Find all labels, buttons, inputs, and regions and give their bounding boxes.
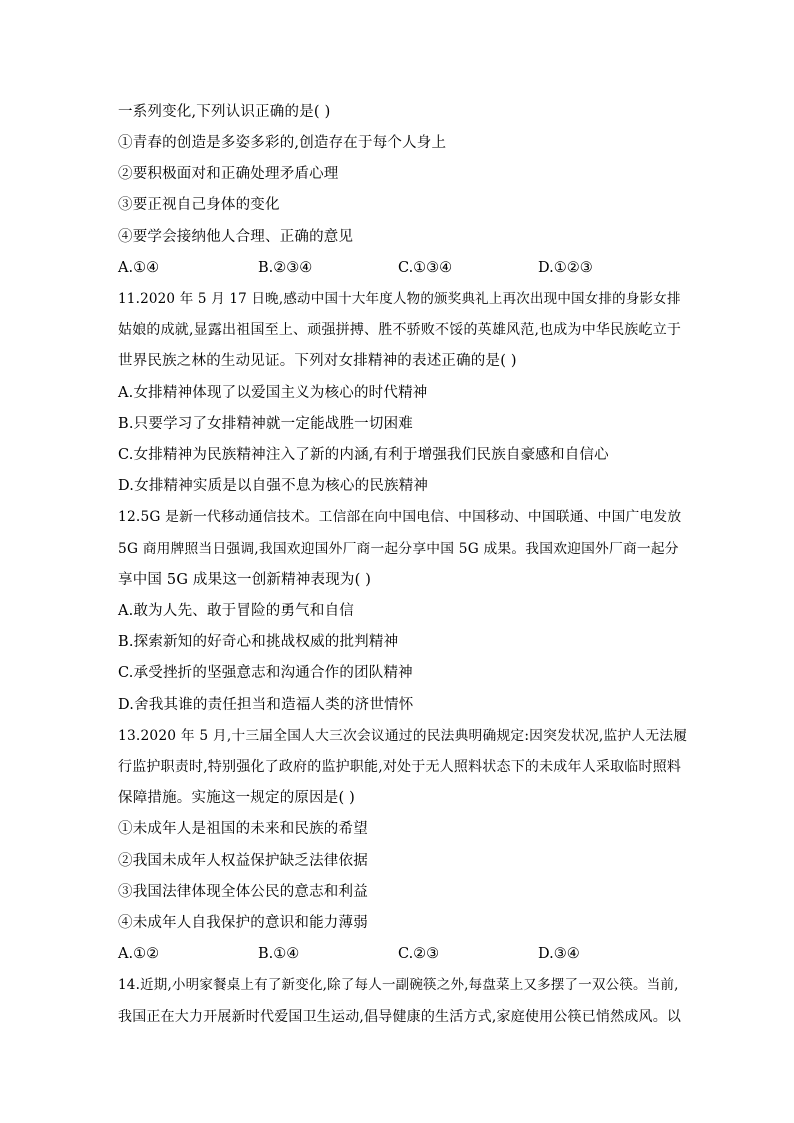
q12-stem-line-3: 享中国 5G 成果这一创新精神表现为( )	[118, 572, 372, 588]
q13-stem-line-3: 保障措施。实施这一规定的原因是( )	[118, 790, 356, 806]
q11-option-a: A.女排精神体现了以爱国主义为核心的时代精神	[118, 385, 428, 401]
q11-stem-line-1: 11.2020 年 5 月 17 日晚,感动中国十大年度人物的颁奖典礼上再次出现中国女排的身影女排	[118, 291, 681, 307]
q10-option-b: B.②③④	[258, 260, 313, 276]
q10-item-4: ④要学会接纳他人合理、正确的意见	[118, 229, 354, 245]
q13-option-a: A.①②	[118, 946, 160, 962]
q13-item-1: ①未成年人是祖国的未来和民族的希望	[118, 821, 368, 837]
q13-item-4: ④未成年人自我保护的意识和能力薄弱	[118, 915, 368, 931]
q11-option-b: B.只要学习了女排精神就一定能战胜一切困难	[118, 416, 413, 432]
q13-stem-line-1: 13.2020 年 5 月,十三届全国人大三次会议通过的民法典明确规定:因突发状况,监护人无法履	[118, 728, 688, 744]
q13-option-b: B.①④	[258, 946, 300, 962]
q11-option-d: D.女排精神实质是以自强不息为核心的民族精神	[118, 478, 429, 494]
q13-option-c: C.②③	[398, 946, 440, 962]
q10-option-c: C.①③④	[398, 260, 453, 276]
q10-item-2: ②要积极面对和正确处理矛盾心理	[118, 166, 339, 182]
q13-option-d: D.③④	[538, 946, 580, 962]
q12-option-a: A.敢为人先、敢于冒险的勇气和自信	[118, 603, 354, 619]
q13-options	[118, 944, 688, 964]
q10-item-1: ①青春的创造是多姿多彩的,创造存在于每个人身上	[118, 135, 447, 151]
q10-item-3: ③要正视自己身体的变化	[118, 197, 280, 213]
q14-stem-line-2: 我国正在大力开展新时代爱国卫生运动,倡导健康的生活方式,家庭使用公筷已悄然成风。以	[118, 1009, 682, 1025]
q13-stem-line-2: 行监护职责时,特别强化了政府的监护职能,对处于无人照料状态下的未成年人采取临时照料	[118, 759, 682, 775]
q12-stem-line-1: 12.5G 是新一代移动通信技术。工信部在向中国电信、中国移动、中国联通、中国广电发放	[118, 509, 682, 525]
q10-option-a: A.①④	[118, 260, 160, 276]
q12-option-b: B.探索新知的好奇心和挑战权威的批判精神	[118, 634, 399, 650]
q10-option-d: D.①②③	[538, 260, 593, 276]
q13-item-3: ③我国法律体现全体公民的意志和利益	[118, 884, 368, 900]
q10-stem-tail: 一系列变化,下列认识正确的是( )	[118, 104, 331, 120]
q11-option-c: C.女排精神为民族精神注入了新的内涵,有利于增强我们民族自豪感和自信心	[118, 447, 609, 463]
q12-stem-line-2: 5G 商用牌照当日强调,我国欢迎国外厂商一起分享中国 5G 成果。我国欢迎国外厂商一起分	[118, 541, 679, 557]
q12-option-c: C.承受挫折的坚强意志和沟通合作的团队精神	[118, 665, 413, 681]
q11-stem-line-3: 世界民族之林的生动见证。下列对女排精神的表述正确的是( )	[118, 353, 517, 369]
q11-stem-line-2: 姑娘的成就,显露出祖国至上、顽强拼搏、胜不骄败不馁的英雄风范,也成为中华民族屹立于	[118, 322, 682, 338]
q13-item-2: ②我国未成年人权益保护缺乏法律依据	[118, 853, 368, 869]
q12-option-d: D.舍我其谁的责任担当和造福人类的济世情怀	[118, 697, 414, 713]
q14-stem-line-1: 14.近期,小明家餐桌上有了新变化,除了每人一副碗筷之外,每盘菜上又多摆了一双公筷。当前,	[118, 977, 679, 993]
q10-options	[118, 258, 688, 278]
